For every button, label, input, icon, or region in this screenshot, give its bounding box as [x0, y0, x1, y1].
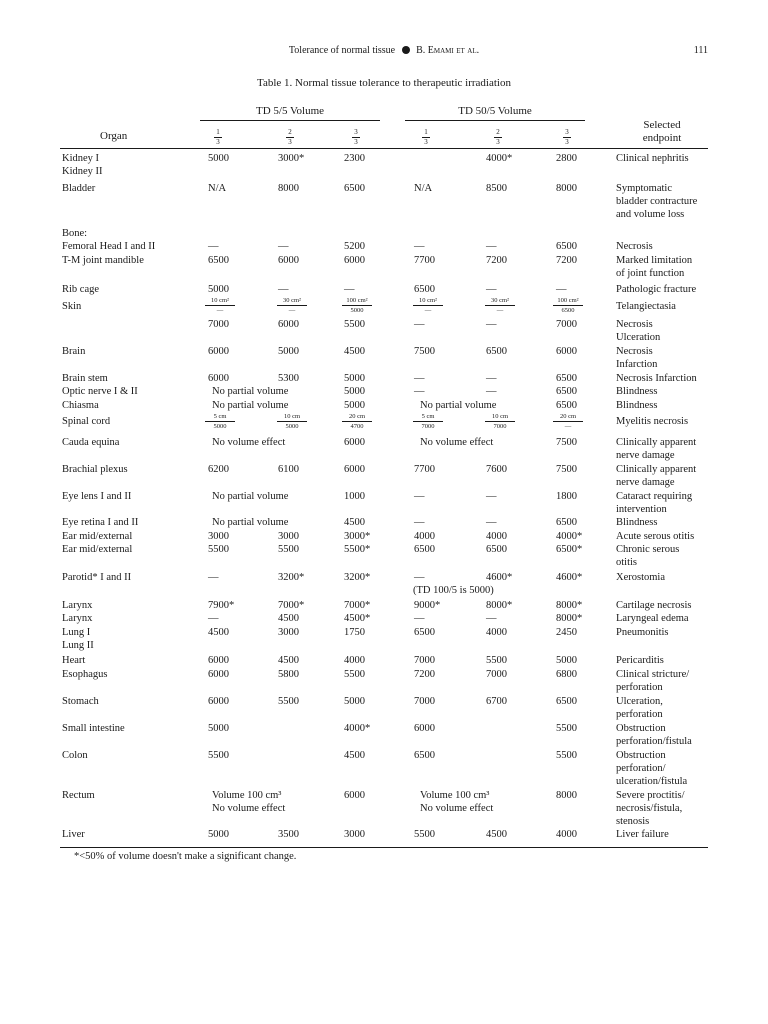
organ-cell: Kidney I Kidney II: [62, 153, 103, 178]
value-cell: —: [414, 572, 425, 583]
value-cell: —: [278, 284, 289, 295]
spinal-length-cell: 10 cm 5000: [277, 413, 307, 430]
value-cell: 4000*: [556, 531, 583, 542]
value-cell: 7700: [414, 464, 435, 475]
endpoint-cell: Ulceration, perforation: [616, 696, 663, 721]
value-cell: 4000*: [486, 153, 513, 164]
value-cell: 5500: [556, 723, 577, 734]
value-cell: 6000: [278, 255, 299, 266]
table-title: Table 1. Normal tissue tolerance to therapeutic irradiation: [257, 77, 511, 89]
value-cell: 4000: [486, 531, 507, 542]
fraction-header: 1 3: [420, 129, 432, 146]
value-cell: 7000: [414, 655, 435, 666]
value-cell: 5000: [344, 386, 365, 397]
endpoint-cell: Necrosis Infarction: [616, 373, 697, 384]
value-cell: No partial volume: [212, 517, 289, 528]
value-cell: —: [414, 613, 425, 624]
value-cell: No volume effect: [212, 437, 286, 448]
value-cell: —: [486, 491, 497, 502]
value-cell: —: [208, 613, 219, 624]
value-cell: 6500: [556, 386, 577, 397]
value-cell: 2300: [344, 153, 365, 164]
value-cell: 4000: [556, 829, 577, 840]
value-cell: —: [208, 572, 219, 583]
value-cell: 4500: [208, 627, 229, 638]
value-cell: 5000: [208, 829, 229, 840]
endpoint-cell: Xerostomia: [616, 572, 665, 583]
spinal-length-cell: 20 cm —: [553, 413, 583, 430]
value-cell: 4500: [278, 613, 299, 624]
value-cell: 1800: [556, 491, 577, 502]
value-cell: 3200*: [344, 572, 371, 583]
value-cell: 6500: [556, 373, 577, 384]
value-cell: 4000: [344, 655, 365, 666]
value-cell: 5500: [486, 655, 507, 666]
value-cell: —: [486, 613, 497, 624]
value-cell: 6000: [344, 790, 365, 801]
value-cell: 8500: [486, 183, 507, 194]
group-header-rule-td5: [200, 120, 380, 121]
value-cell: 6000: [344, 464, 365, 475]
spinal-length-cell: 10 cm 7000: [485, 413, 515, 430]
value-cell: —: [414, 491, 425, 502]
value-cell: —: [278, 241, 289, 253]
value-cell: —: [486, 284, 497, 295]
endpoint-cell: Necrosis: [616, 241, 653, 253]
value-cell: No partial volume: [212, 400, 289, 411]
value-cell: 6000: [208, 373, 229, 384]
value-cell: —: [486, 386, 497, 397]
value-cell: 6000: [344, 255, 365, 266]
value-cell: 5500: [414, 829, 435, 840]
value-cell: 6200: [208, 464, 229, 475]
organ-header: Organ: [100, 130, 128, 142]
endpoint-cell: Clinically apparent nerve damage: [616, 464, 697, 489]
group-header-td5: TD 5/5 Volume: [255, 105, 325, 117]
value-cell: No volume effect: [420, 437, 494, 448]
value-cell: 7200: [414, 669, 435, 680]
group-header-td50: TD 50/5 Volume: [458, 105, 532, 117]
organ-cell: Heart: [62, 655, 86, 666]
value-cell: 6000: [414, 723, 435, 734]
value-cell: 3000: [208, 531, 229, 542]
endpoint-cell: Necrosis Infarction: [616, 346, 658, 371]
endpoint-cell: Cataract requiring intervention: [616, 491, 693, 516]
value-cell: 6700: [486, 696, 507, 707]
value-cell: 9000*: [414, 600, 441, 611]
endpoint-cell: Chronic serous otitis: [616, 544, 680, 569]
group-header-rule-td50: [405, 120, 585, 121]
value-cell: 5800: [278, 669, 299, 680]
value-cell: No partial volume: [212, 386, 289, 397]
organ-cell: Brain: [62, 346, 86, 357]
skin-area-cell: 10 cm² —: [413, 297, 443, 314]
header-bottom-rule: [60, 148, 708, 149]
fraction-header: 2 3: [492, 129, 504, 146]
value-cell: 7000*: [278, 600, 305, 611]
value-cell: 7700: [414, 255, 435, 266]
organ-cell: Parotid* I and II: [62, 572, 132, 583]
value-cell: 2800: [556, 153, 577, 164]
value-cell: 5000: [344, 400, 365, 411]
value-cell: 5200: [344, 241, 365, 253]
fraction-header: 3 3: [350, 129, 362, 146]
organ-cell: Esophagus: [62, 669, 108, 680]
value-cell: —: [208, 241, 219, 253]
organ-cell: Stomach: [62, 696, 99, 707]
value-cell: 3000*: [344, 531, 371, 542]
skin-area-cell: 10 cm² —: [205, 297, 235, 314]
value-cell: 4500: [278, 655, 299, 666]
parotid-note: (TD 100/5 is 5000): [413, 585, 494, 596]
organ-cell: Lung I Lung II: [62, 627, 94, 652]
organ-cell: Larynx: [62, 600, 93, 611]
value-cell: No partial volume: [420, 400, 497, 411]
value-cell: 6500: [556, 241, 577, 253]
value-cell: 7000: [414, 696, 435, 707]
value-cell: 5500: [208, 544, 229, 555]
value-cell: 5000: [278, 346, 299, 357]
organ-cell: T-M joint mandible: [62, 255, 144, 266]
value-cell: 6500: [414, 627, 435, 638]
endpoint-cell: Clinical nephritis: [616, 153, 689, 164]
value-cell: 4500: [486, 829, 507, 840]
organ-cell: Spinal cord: [62, 416, 111, 427]
table-bottom-rule: [60, 847, 708, 848]
value-cell: 8000*: [556, 613, 583, 624]
value-cell: —: [414, 373, 425, 384]
endpoint-cell: Laryngeal edema: [616, 613, 689, 624]
value-cell: 5300: [278, 373, 299, 384]
value-cell: 3000: [278, 627, 299, 638]
value-cell: —: [414, 386, 425, 397]
value-cell: 6500: [414, 750, 435, 761]
value-cell: 8000*: [486, 600, 513, 611]
value-cell: 7600: [486, 464, 507, 475]
value-cell: —: [486, 241, 497, 253]
fraction-header: 1 3: [212, 129, 224, 146]
value-cell: 1750: [344, 627, 365, 638]
value-cell: 8000: [278, 183, 299, 194]
value-cell: 1000: [344, 491, 365, 502]
organ-cell: Small intestine: [62, 723, 125, 734]
value-cell: 5500: [278, 544, 299, 555]
value-cell: N/A: [208, 183, 227, 194]
endpoint-cell: Clinically apparent nerve damage: [616, 437, 697, 462]
endpoint-cell: Pathologic fracture: [616, 284, 697, 295]
value-cell: 5500: [344, 319, 365, 330]
value-cell: 4500: [344, 750, 365, 761]
value-cell: 4600*: [486, 572, 513, 583]
organ-cell: Liver: [62, 829, 85, 840]
value-cell: 5000: [344, 373, 365, 384]
value-cell: 7500: [556, 437, 577, 448]
value-cell: 5500: [556, 750, 577, 761]
endpoint-cell: Liver failure: [616, 829, 669, 840]
value-cell: —: [486, 373, 497, 384]
organ-cell: Brachial plexus: [62, 464, 128, 475]
value-cell: 7000: [208, 319, 229, 330]
organ-cell: Optic nerve I & II: [62, 386, 138, 397]
page-number: 111: [693, 45, 708, 56]
value-cell: 5000: [556, 655, 577, 666]
skin-area-cell: 30 cm² —: [277, 297, 307, 314]
organ-cell: Eye retina I and II: [62, 517, 139, 528]
value-cell: 6500*: [556, 544, 583, 555]
value-cell: Volume 100 cm³ No volume effect: [420, 790, 494, 815]
value-cell: 7000: [486, 669, 507, 680]
value-cell: —: [414, 517, 425, 528]
value-cell: 6000: [556, 346, 577, 357]
value-cell: 3000: [278, 531, 299, 542]
value-cell: 7000: [556, 319, 577, 330]
endpoint-cell: Necrosis Ulceration: [616, 319, 661, 344]
value-cell: Volume 100 cm³ No volume effect: [212, 790, 286, 815]
endpoint-cell: Pneumonitis: [616, 627, 669, 638]
value-cell: —: [486, 319, 497, 330]
running-head: [0, 45, 768, 56]
organ-cell: Brain stem: [62, 373, 108, 384]
value-cell: 5000: [208, 153, 229, 164]
skin-area-cell: 100 cm² 6500: [553, 297, 583, 314]
organ-cell: Colon: [62, 750, 88, 761]
organ-cell: Rib cage: [62, 284, 100, 295]
organ-cell: Skin: [62, 301, 82, 312]
value-cell: 6500: [414, 544, 435, 555]
endpoint-cell: Acute serous otitis: [616, 531, 695, 542]
endpoint-cell: Pericarditis: [616, 655, 664, 666]
value-cell: —: [486, 517, 497, 528]
value-cell: 6500: [414, 284, 435, 295]
endpoint-cell: Blindness: [616, 517, 658, 528]
organ-cell: Rectum: [62, 790, 95, 801]
value-cell: 4500: [344, 517, 365, 528]
value-cell: 4500: [344, 346, 365, 357]
organ-cell: Larynx: [62, 613, 93, 624]
value-cell: 8000: [556, 183, 577, 194]
value-cell: 7900*: [208, 600, 235, 611]
value-cell: 5500*: [344, 544, 371, 555]
value-cell: 6800: [556, 669, 577, 680]
value-cell: 7200: [486, 255, 507, 266]
value-cell: 5000: [208, 284, 229, 295]
value-cell: 6500: [486, 544, 507, 555]
endpoint-cell: Obstruction perforation/fistula: [616, 723, 692, 748]
organ-cell: Cauda equina: [62, 437, 120, 448]
value-cell: 4000: [414, 531, 435, 542]
value-cell: 6000: [208, 696, 229, 707]
value-cell: 3000*: [278, 153, 305, 164]
value-cell: 6000: [278, 319, 299, 330]
value-cell: 6500: [556, 517, 577, 528]
value-cell: No partial volume: [212, 491, 289, 502]
value-cell: —: [556, 284, 567, 295]
endpoint-cell: Clinical stricture/ perforation: [616, 669, 690, 694]
value-cell: 4600*: [556, 572, 583, 583]
organ-cell: Ear mid/external: [62, 531, 133, 542]
value-cell: 7500: [556, 464, 577, 475]
value-cell: 6500: [556, 400, 577, 411]
value-cell: 7500: [414, 346, 435, 357]
organ-cell: Eye lens I and II: [62, 491, 132, 502]
endpoint-cell: Myelitis necrosis: [616, 416, 689, 427]
value-cell: 4000*: [344, 723, 371, 734]
endpoint-cell: Blindness: [616, 386, 658, 397]
table-footnote: *<50% of volume doesn't make a significant change.: [74, 851, 297, 862]
value-cell: 3000: [344, 829, 365, 840]
value-cell: 6500: [486, 346, 507, 357]
organ-cell: Bone: Femoral Head I and II: [62, 228, 156, 253]
spinal-length-cell: 20 cm 4700: [342, 413, 372, 430]
endpoint-header: Selected endpoint: [642, 119, 682, 144]
value-cell: 6000: [208, 669, 229, 680]
value-cell: 3500: [278, 829, 299, 840]
value-cell: 7000*: [344, 600, 371, 611]
running-head-authors: B. Emami et al.: [416, 45, 480, 56]
endpoint-cell: Severe proctitis/ necrosis/fistula, stenosis: [616, 790, 685, 828]
value-cell: 2450: [556, 627, 577, 638]
value-cell: —: [414, 241, 425, 253]
value-cell: N/A: [414, 183, 433, 194]
value-cell: 4000: [486, 627, 507, 638]
running-head-title: Tolerance of normal tissue: [288, 45, 396, 56]
organ-cell: Bladder: [62, 183, 96, 194]
value-cell: 3200*: [278, 572, 305, 583]
value-cell: 6500: [556, 696, 577, 707]
value-cell: 5500: [278, 696, 299, 707]
value-cell: 7200: [556, 255, 577, 266]
endpoint-cell: Blindness: [616, 400, 658, 411]
fraction-header: 3 3: [561, 129, 573, 146]
endpoint-cell: Marked limitation of joint function: [616, 255, 693, 280]
organ-cell: Chiasma: [62, 400, 99, 411]
value-cell: 5000: [344, 696, 365, 707]
spinal-length-cell: 5 cm 5000: [205, 413, 235, 430]
value-cell: 6000: [208, 655, 229, 666]
value-cell: 4500*: [344, 613, 371, 624]
value-cell: 6100: [278, 464, 299, 475]
value-cell: —: [414, 319, 425, 330]
value-cell: 5500: [344, 669, 365, 680]
fraction-header: 2 3: [284, 129, 296, 146]
endpoint-cell: Obstruction perforation/ ulceration/fistula: [616, 750, 688, 788]
endpoint-cell: Telangiectasia: [616, 301, 676, 312]
value-cell: 8000: [556, 790, 577, 801]
endpoint-cell: Symptomatic bladder contracture and volume loss: [616, 183, 698, 221]
value-cell: —: [344, 284, 355, 295]
value-cell: 6000: [344, 437, 365, 448]
value-cell: 8000*: [556, 600, 583, 611]
spinal-length-cell: 5 cm 7000: [413, 413, 443, 430]
value-cell: 6500: [208, 255, 229, 266]
value-cell: 6500: [344, 183, 365, 194]
endpoint-cell: Cartilage necrosis: [616, 600, 692, 611]
bullet-dot-icon: [402, 46, 410, 54]
skin-area-cell: 100 cm² 5000: [342, 297, 372, 314]
skin-area-cell: 30 cm² —: [485, 297, 515, 314]
value-cell: 6000: [208, 346, 229, 357]
value-cell: 5500: [208, 750, 229, 761]
organ-cell: Ear mid/external: [62, 544, 133, 555]
value-cell: 5000: [208, 723, 229, 734]
